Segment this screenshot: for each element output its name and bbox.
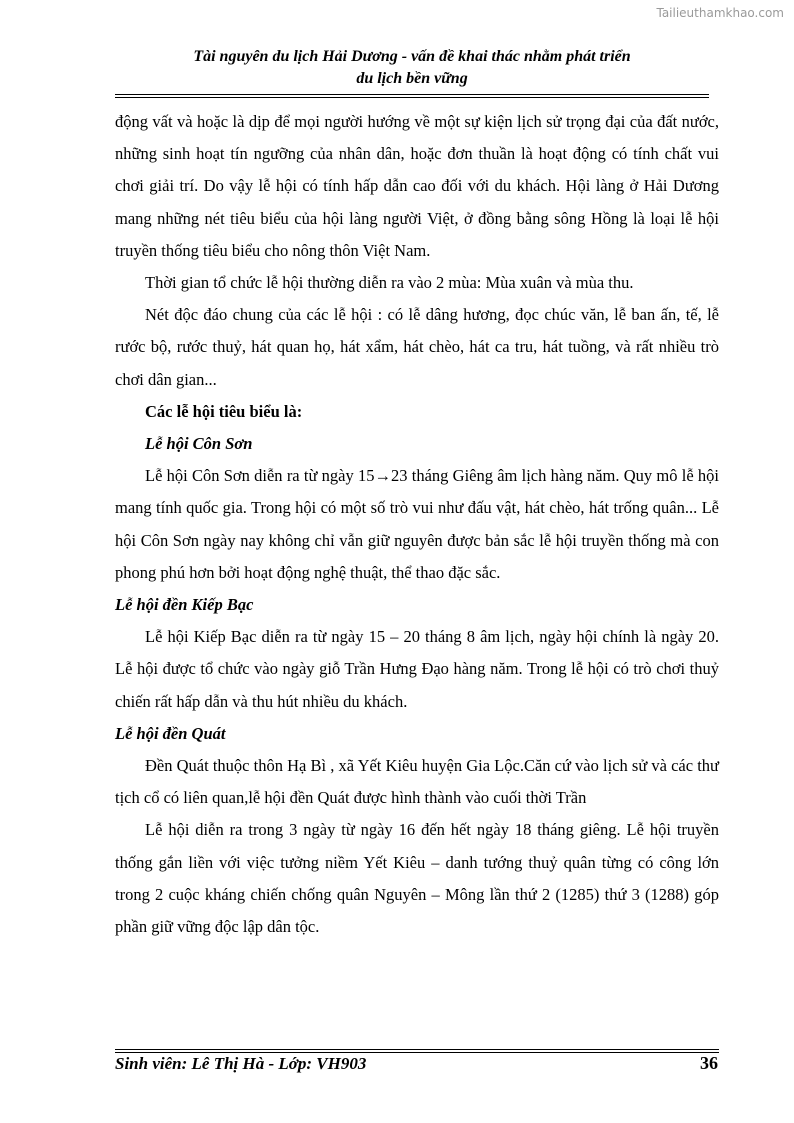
paragraph-den-quat-festival: Lễ hội diễn ra trong 3 ngày từ ngày 16 đến hết ngày 18 tháng giêng. Lễ hội truyền thống gắn liền với việc tưởng niềm Yết Kiêu – danh tướng thuỷ quân từng có công lớn trong 2 cuộc kháng chiến chống quân Nguyên – Mông lần thứ 2 (1285) thứ 3 (1288) góp phần giữ vững độc lập dân tộc. bbox=[115, 820, 719, 937]
document-body bbox=[115, 106, 719, 943]
header-divider bbox=[115, 94, 709, 98]
subheading-con-son: Lễ hội Côn Sơn bbox=[145, 434, 253, 454]
page-header bbox=[115, 46, 709, 90]
paragraph-con-son: Lễ hội Côn Sơn diễn ra từ ngày 15→23 tháng Giêng âm lịch hàng năm. Quy mô lễ hội mang tính quốc gia. Trong hội có một số trò vui như đấu vật, hát chèo, hát trống quân... Lễ hội Côn Sơn ngày nay không chỉ vẫn giữ nguyên được bản sắc lễ hội truyền thống mà con phong phú hơn bởi hoạt động nghệ thuật, thể thao đặc sắc. bbox=[115, 466, 719, 582]
subheading-den-quat: Lễ hội đền Quát bbox=[115, 723, 226, 743]
paragraph-intro: động vất và hoặc là dịp để mọi người hướng về một sự kiện lịch sử trọng đại của đất nước, những sinh hoạt tín ngưỡng của nhân dân, hoặc đơn thuần là hoạt động có tính chất vui chơi giải trí. Do vậy lễ hội có tính hấp dẫn cao đối với du khách. Hội làng ở Hải Dương mang những nét tiêu biểu của hội làng người Việt, ở đồng bằng sông Hồng là loại lễ hội truyền thống tiêu biểu cho nông thôn Việt Nam. bbox=[115, 112, 719, 260]
paragraph-kiep-bac: Lễ hội Kiếp Bạc diễn ra từ ngày 15 – 20 tháng 8 âm lịch, ngày hội chính là ngày 20. Lễ hội được tổ chức vào ngày giỗ Trần Hưng Đạo hàng năm. Trong lễ hội có trò chơi thuỷ chiến rất hấp dẫn và thu hút nhiều du khách. bbox=[115, 627, 719, 711]
paragraph-features: Nét độc đáo chung của các lễ hội : có lễ dâng hương, đọc chúc văn, lễ ban ấn, tế, lễ rước bộ, rước thuỷ, hát quan họ, hát xẩm, hát chèo, hát ca tru, hát tuồng, và rất nhiều trò chơi dân gian... bbox=[115, 305, 719, 389]
watermark: Tailieuthamkhao.com bbox=[656, 6, 784, 20]
paragraph-den-quat-history: Đền Quát thuộc thôn Hạ Bì , xã Yết Kiêu huyện Gia Lộc.Căn cứ vào lịch sử và các thư tịch cổ có liên quan,lễ hội đền Quát được hình thành vào cuối thời Trần bbox=[115, 756, 719, 808]
section-heading-festivals: Các lễ hội tiêu biểu là: bbox=[145, 401, 303, 421]
footer-divider bbox=[115, 1049, 719, 1053]
footer-student-info: Sinh viên: Lê Thị Hà - Lớp: VH903 bbox=[115, 1054, 367, 1073]
header-title-line2: du lịch bền vững bbox=[356, 70, 468, 87]
page-number: 36 bbox=[700, 1053, 718, 1073]
paragraph-season: Thời gian tổ chức lễ hội thường diễn ra vào 2 mùa: Mùa xuân và mùa thu. bbox=[145, 273, 634, 293]
header-title-line1: Tài nguyên du lịch Hải Dương - vấn đề khai thác nhằm phát triển bbox=[193, 48, 631, 65]
subheading-kiep-bac: Lễ hội đền Kiếp Bạc bbox=[115, 595, 254, 615]
